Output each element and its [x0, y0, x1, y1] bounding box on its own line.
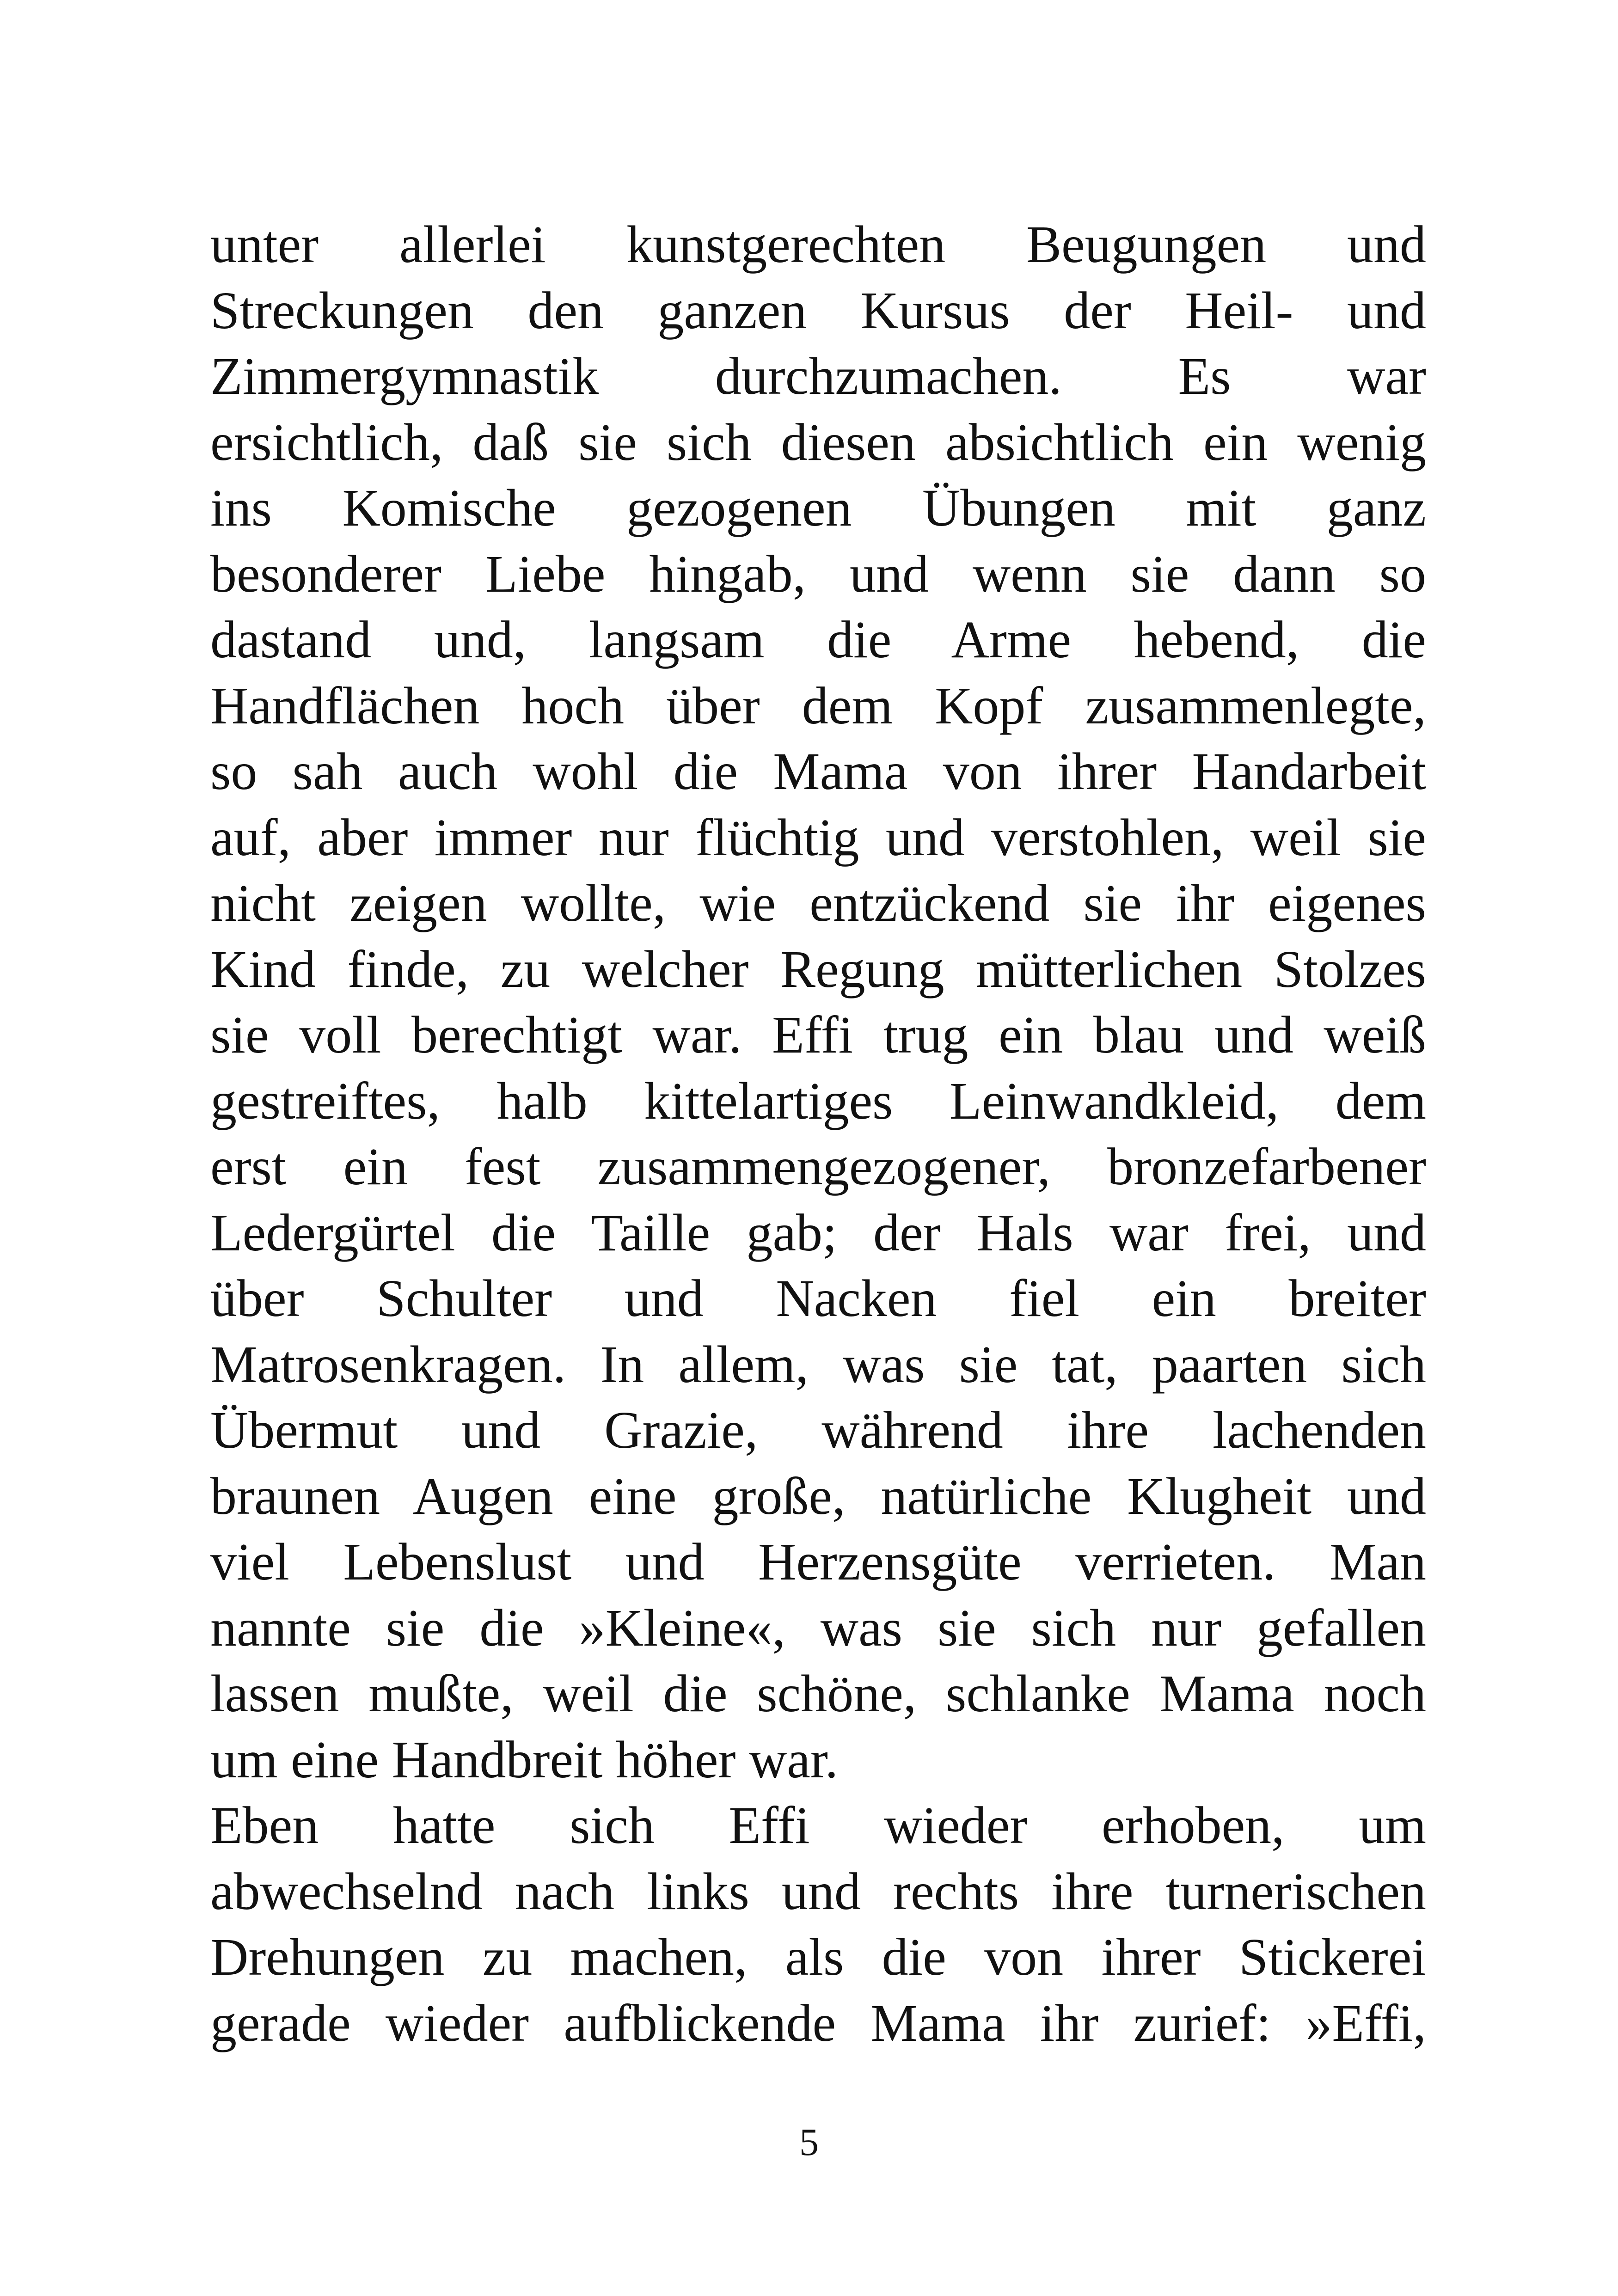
text-line: erst ein fest zusammengezogener, bronzefarbener — [210, 1137, 1426, 1196]
text-line: lassen mußte, weil die schöne, schlanke Mama noch — [210, 1664, 1426, 1723]
body-text — [210, 212, 1426, 2056]
text-line: Übermut und Grazie, während ihre lachenden — [210, 1401, 1426, 1459]
paragraph-2 — [210, 1793, 1426, 2056]
text-line: dastand und, langsam die Arme hebend, die — [210, 610, 1426, 669]
text-line: Ledergürtel die Taille gab; der Hals war frei, und — [210, 1203, 1426, 1262]
text-line: auf, aber immer nur flüchtig und verstohlen, weil sie — [210, 808, 1426, 867]
text-line: so sah auch wohl die Mama von ihrer Handarbeit — [210, 742, 1426, 801]
text-line: nannte sie die »Kleine«, was sie sich nur gefallen — [210, 1598, 1426, 1657]
text-line: Eben hatte sich Effi wieder erhoben, um — [210, 1796, 1426, 1855]
text-line: Drehungen zu machen, als die von ihrer Stickerei — [210, 1928, 1426, 1986]
text-line: nicht zeigen wollte, wie entzückend sie ihr eigenes — [210, 874, 1426, 932]
text-line: Handflächen hoch über dem Kopf zusammenlegte, — [210, 676, 1426, 735]
text-line: sie voll berechtigt war. Effi trug ein blau und weiß — [210, 1005, 1426, 1064]
text-line: Kind finde, zu welcher Regung mütterlichen Stolzes — [210, 939, 1426, 998]
text-line: Zimmergymnastik durchzumachen. Es war — [210, 347, 1426, 405]
text-line: Streckungen den ganzen Kursus der Heil- und — [210, 281, 1426, 340]
text-line: ins Komische gezogenen Übungen mit ganz — [210, 478, 1426, 537]
text-line: um eine Handbreit höher war. — [210, 1730, 839, 1789]
text-line: ersichtlich, daß sie sich diesen absichtlich ein wenig — [210, 412, 1426, 471]
text-line: braunen Augen eine große, natürliche Klugheit und — [210, 1466, 1426, 1525]
text-line: viel Lebenslust und Herzensgüte verrieten. Man — [210, 1532, 1426, 1591]
text-line: besonderer Liebe hingab, und wenn sie dann so — [210, 544, 1426, 603]
page-number: 5 — [799, 2121, 819, 2164]
paragraph-1 — [210, 212, 1426, 1793]
text-line: unter allerlei kunstgerechten Beugungen und — [210, 215, 1426, 274]
text-line: gerade wieder aufblickende Mama ihr zurief: »Effi, — [210, 1993, 1426, 2052]
text-line: Matrosenkragen. In allem, was sie tat, paarten sich — [210, 1335, 1426, 1394]
text-line: über Schulter und Nacken fiel ein breiter — [210, 1269, 1426, 1328]
text-line: gestreiftes, halb kittelartiges Leinwandkleid, dem — [210, 1071, 1426, 1130]
text-line: abwechselnd nach links und rechts ihre turnerischen — [210, 1861, 1426, 1921]
